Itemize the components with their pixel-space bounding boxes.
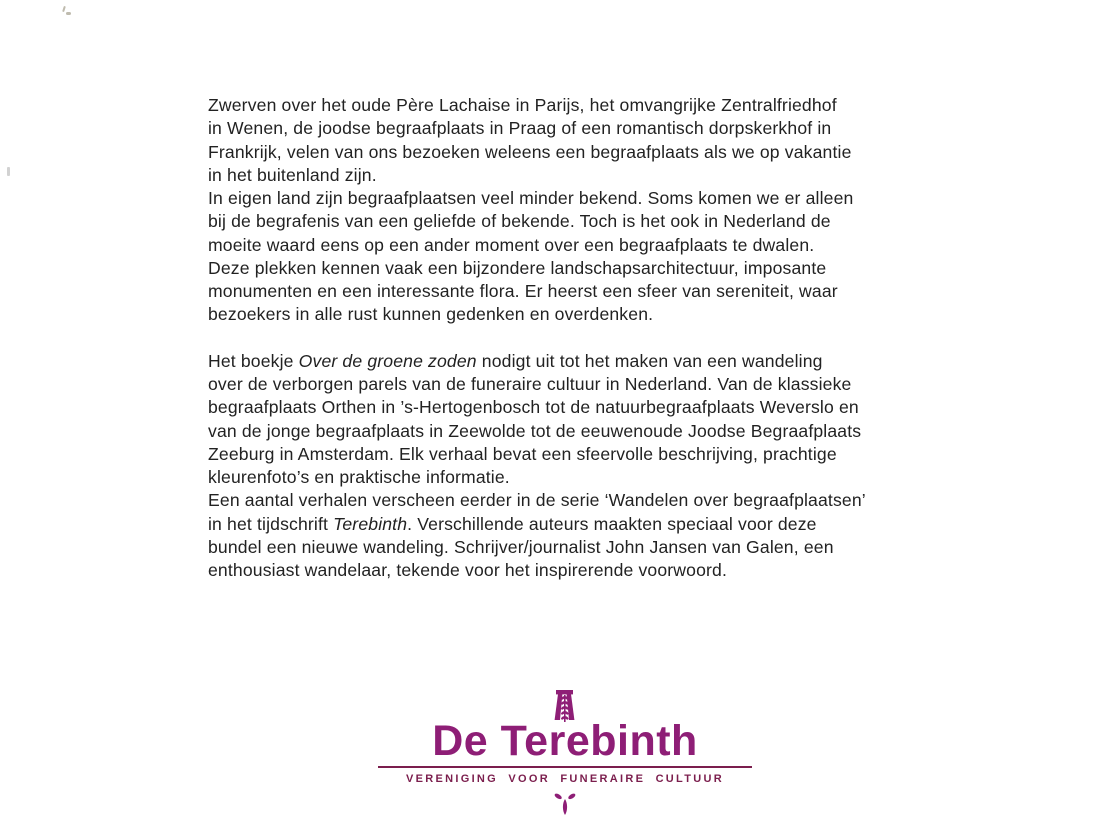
text-line: in het buitenland zijn. [208, 164, 377, 185]
text-line: begraafplaats Orthen in ’s-Hertogenbosch tot de natuurbegraafplaats Weverslo en [208, 397, 859, 418]
text-line: bij de begrafenis van een geliefde of bekende. Toch is het ook in Nederland de [208, 211, 831, 232]
three-leaf-icon [552, 792, 578, 816]
text-line: bezoekers in alle rust kunnen gedenken en overdenken. [208, 304, 654, 325]
text-line: Het boekje Over de groene zoden nodigt uit tot het maken van een wandeling [208, 350, 823, 371]
pencil-smudge-mark [61, 6, 73, 17]
text-line: enthousiast wandelaar, tekende voor het inspirerende voorwoord. [208, 560, 728, 580]
text-line: Frankrijk, velen van ons bezoeken weleens een begraafplaats als we op vakantie [208, 141, 852, 162]
text-line: Zwerven over het oude Père Lachaise in Parijs, het omvangrijke Zentralfriedhof [208, 95, 837, 115]
text-line: kleurenfoto’s en praktische informatie. [208, 467, 510, 487]
text-line: In eigen land zijn begraafplaatsen veel minder bekend. Soms komen we er alleen [208, 188, 854, 208]
text-line: bundel een nieuwe wandeling. Schrijver/journalist John Jansen van Galen, een [208, 536, 834, 557]
text-line: Een aantal verhalen verscheen eerder in de serie ‘Wandelen over begraafplaatsen’ [208, 490, 866, 511]
scan-edge-mark [7, 167, 10, 176]
text-line: van de jonge begraafplaats in Zeewolde tot de eeuwenoude Joodse Begraafplaats [208, 420, 862, 441]
logo-title: De Terebinth [432, 717, 698, 765]
blank-line [208, 327, 932, 350]
logo-tagline: VERENIGING VOOR FUNERAIRE CULTUUR [405, 773, 725, 786]
text-line: Deze plekken kennen vaak een bijzondere landschapsarchitectuur, imposante [208, 257, 827, 278]
text-line: in het tijdschrift Terebinth. Verschillende auteurs maakten speciaal voor deze [208, 513, 817, 534]
terebinth-logo [378, 690, 752, 816]
text-line: monumenten en een interessante flora. Er heerst een sfeer van sereniteit, waar [208, 281, 838, 301]
body-text [208, 94, 932, 582]
logo-rule [378, 766, 752, 768]
text-line: moeite waard eens op een ander moment over een begraafplaats te dwalen. [208, 234, 815, 255]
text-line: Zeeburg in Amsterdam. Elk verhaal bevat een sfeervolle beschrijving, prachtige [208, 443, 837, 464]
text-line: over de verborgen parels van de funeraire cultuur in Nederland. Van de klassieke [208, 374, 852, 394]
text-line: in Wenen, de joodse begraafplaats in Praag of een romantisch dorpskerkhof in [208, 118, 832, 139]
